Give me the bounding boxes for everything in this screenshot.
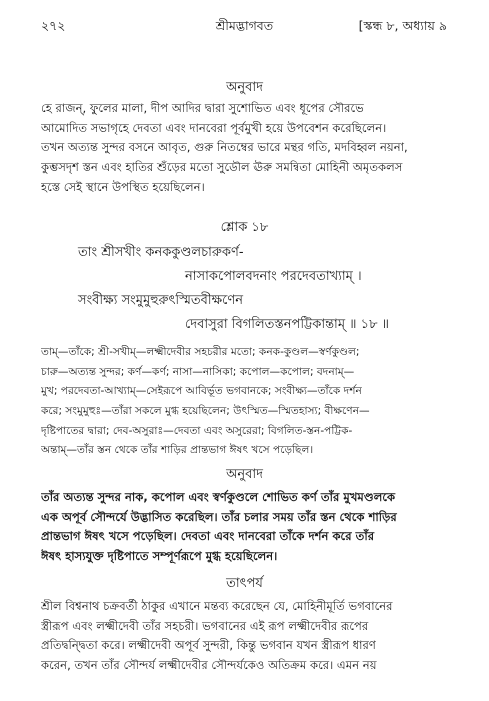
translation-line: হস্তে সেই স্থানে উপস্থিত হয়েছিলেন। bbox=[41, 179, 205, 194]
translation-line: তখন অত্যন্ত সুন্দর বসনে আবৃত, গুরু নিতম্বের ভারে মন্থর গতি, মদবিহ্বল নয়না, bbox=[41, 140, 408, 155]
word-meanings-line: মুখ; পরদেবতা-আখ্যাম্—সেইরূপে আবির্ভূত ভগবানকে; সংবীক্ষ্য—তাঁকে দর্শন bbox=[41, 385, 362, 398]
purport-line: শ্রীল বিশ্বনাথ চক্রবর্তী ঠাকুর এখানে মন্তব্য করেছেন যে, মোহিনীমূর্তি ভগবানের bbox=[41, 599, 393, 613]
purport-line: করেন, তখন তাঁর সৌন্দর্য লক্ষ্মীদেবীর সৌন্দর্যকেও অতিক্রম করে। এমন নয় bbox=[41, 658, 377, 673]
translation-line: কুম্ভসদৃশ স্তন এবং হাতির শুঁড়ের মতো সুডৌল ঊরু সমন্বিতা মোহিনী অমৃতকলস bbox=[41, 160, 403, 175]
translation-paragraph bbox=[41, 99, 453, 197]
purport-heading: তাৎপর্য bbox=[226, 576, 263, 591]
word-meanings-line: করে; সংমুমুহুঃ—তাঁরা সকলে মুগ্ধ হয়েছিলেন; উৎস্মিত—স্মিতহাস্য; বীক্ষণেন— bbox=[41, 405, 370, 418]
translation-line: এক অপূর্ব সৌন্দর্যে উদ্ভাসিত করেছিল। তাঁর চলার সময় তাঁর স্তন থেকে শাড়ির bbox=[41, 509, 397, 524]
translation-line: প্রান্তভাগ ঈষৎ খসে পড়েছিল। দেবতা এবং দানবেরা তাঁকে দর্শন করে তাঁর bbox=[41, 529, 375, 544]
translation-paragraph bbox=[41, 488, 453, 567]
running-title: শ্রীমদ্ভাগবত bbox=[215, 18, 274, 33]
page-number: ২৭২ bbox=[41, 18, 66, 33]
verse-line: নাসাকপোলবদনাং পরদেবতাখ্যাম্ । bbox=[185, 269, 362, 284]
purport-line: প্রতিদ্বন্দ্বিতা করে। লক্ষ্মীদেবী অপূর্ব সুন্দরী, কিন্তু ভগবান যখন স্ত্রীরূপ ধারণ bbox=[41, 638, 376, 653]
verse-line: দেবাসুরা বিগলিতস্তনপট্টিকান্তাম্ ॥ ১৮ ॥ bbox=[185, 317, 390, 332]
translation-line: ঈষৎ হাস্যযুক্ত দৃষ্টিপাতে সম্পূর্ণরূপে মুগ্ধ হয়েছিলেন। bbox=[41, 549, 278, 564]
purport-line: স্ত্রীরূপ এবং লক্ষ্মীদেবী তাঁর সহচরী। ভগবানের এই রূপ লক্ষ্মীদেবীর রূপের bbox=[41, 618, 369, 633]
word-meanings bbox=[41, 343, 453, 461]
word-meanings-line: তাম্—তাঁকে; শ্রী-সখীম্—লক্ষ্মীদেবীর সহচরীর মতো; কনক-কুণ্ডল—স্বর্ণকুণ্ডল; bbox=[41, 346, 360, 358]
word-meanings-line: চারু—অত্যন্ত সুন্দর; কর্ণ—কর্ণ; নাসা—নাসিকা; কপোল—কপোল; বদনাম্— bbox=[41, 365, 355, 378]
verse-line: সংবীক্ষ্য সংমুমুহুরুৎস্মিতবীক্ষণেন bbox=[78, 293, 244, 308]
word-meanings-line: দৃষ্টিপাতের দ্বারা; দেব-অসুরাঃ—দেবতা এবং অসুরেরা; বিগলিত-স্তন-পট্টিক- bbox=[41, 424, 353, 437]
purport-paragraph bbox=[41, 597, 453, 676]
translation-line: তাঁর অত্যন্ত সুন্দর নাক, কপোল এবং স্বর্ণকুণ্ডলে শোভিত কর্ণ তাঁর মুখমণ্ডলকে bbox=[41, 490, 396, 504]
section-reference: [স্কন্ধ ৮, অধ্যায় ৯ bbox=[358, 18, 447, 33]
verse-line: তাং শ্রীসখীং কনককুণ্ডলচারুকর্ণ- bbox=[78, 245, 244, 260]
translation-heading: অনুবাদ bbox=[226, 467, 263, 482]
word-meanings-line: অন্তাম্—তাঁর স্তন থেকে তাঁর শাড়ির প্রান্তভাগ ঈষৎ খসে পড়েছিল। bbox=[41, 444, 314, 457]
translation-heading: অনুবাদ bbox=[226, 80, 263, 95]
translation-line: আমোদিত সভাগৃহে দেবতা এবং দানবেরা পূর্বমুখী হয়ে উপবেশন করেছিলেন। bbox=[41, 120, 387, 135]
verse-heading: শ্লোক ১৮ bbox=[220, 220, 269, 235]
translation-line: হে রাজন্, ফুলের মালা, দীপ আদির দ্বারা সুশোভিত এবং ধূপের সৌরভে bbox=[41, 101, 364, 115]
